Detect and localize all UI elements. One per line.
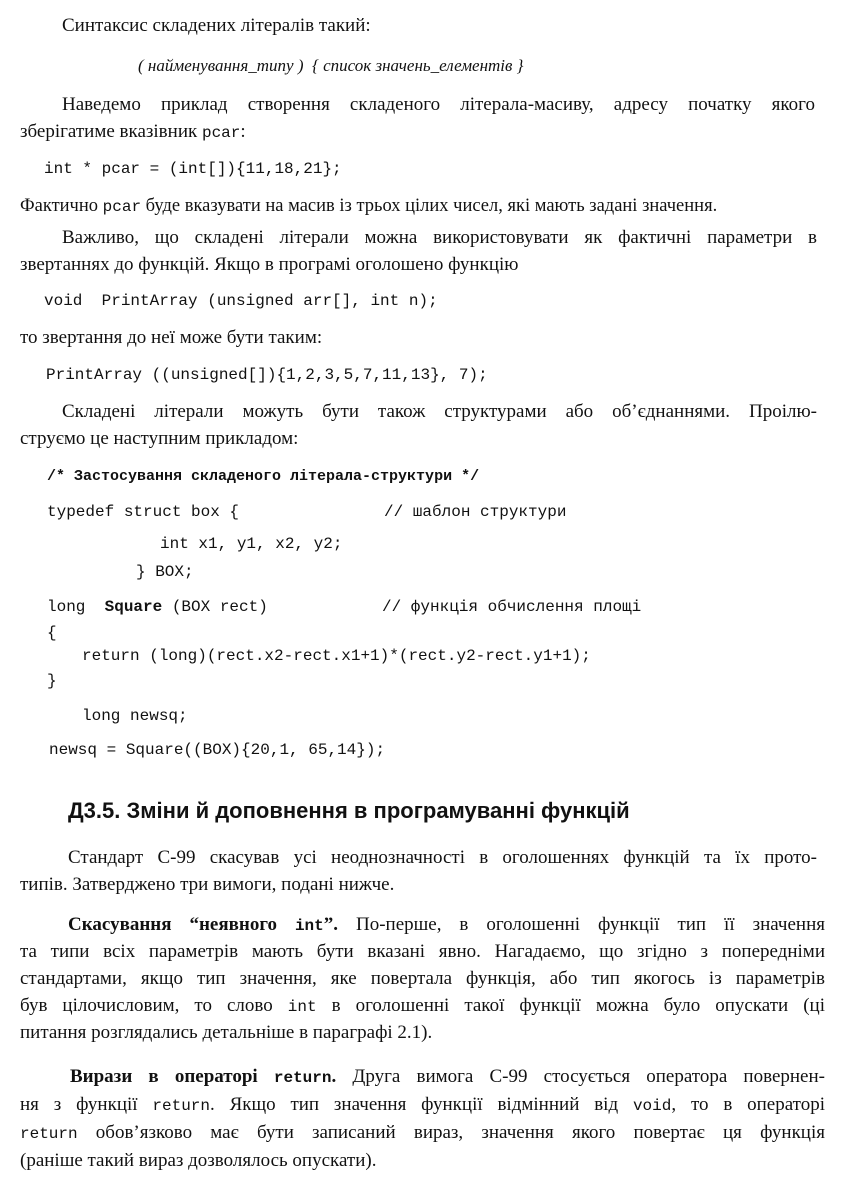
code-long-keyword: long: [47, 598, 105, 616]
p6-line2: типів. Затверджено три вимоги, подані нижче.: [20, 874, 395, 895]
p2-text-b: буде вказувати на масив із трьох цілих чисел, які мають задані значення.: [141, 196, 718, 216]
p7-inline-code-int: int: [287, 998, 317, 1016]
p8-inline-code-return: return: [152, 1097, 210, 1115]
code-square-comment: // функція обчислення площі: [382, 598, 642, 616]
code-square-decl: [47, 596, 268, 618]
syntax-close-paren: ): [293, 56, 304, 75]
code-printarray-call: PrintArray ((unsigned[]){1,2,3,5,7,11,13}, 7);: [46, 366, 488, 384]
p3-line2: звертаннях до функцій. Якщо в програмі оголошено функцію: [20, 254, 519, 275]
p7-line3: стандартами, якщо тип значення, яке повертала функція, або тип якогось із параметрів: [20, 968, 825, 989]
p7-line2: та типи всіх параметрів мають бути вказані явно. Нагадаємо, що згідно з попередніми: [20, 941, 825, 962]
section-heading: Д3.5. Зміни й доповнення в програмуванні функцій: [68, 798, 630, 823]
p8-line2: ня з функції return. Якщо тип значення функції відмінний від void, то в операторі: [20, 1094, 826, 1115]
code-typedef-comment: // шаблон структури: [384, 503, 567, 521]
code-fields-line: int x1, y1, x2, y2;: [160, 535, 343, 553]
code-close-line: } BOX;: [136, 563, 194, 581]
code-printarray-decl: void PrintArray (unsigned arr[], int n);: [44, 292, 438, 310]
p7-line5: питання розглядались детальніше в параграфі 2.1).: [20, 1022, 433, 1043]
p6-line1: Стандарт С-99 скасував усі неоднозначності в оголошеннях функцій та їх прото-: [68, 847, 817, 868]
p5-line2: струємо це наступним прикладом:: [20, 428, 299, 449]
code-comment-line: /* Застосування складеного літерала-структури */: [47, 468, 480, 485]
code-pcar-decl: int * pcar = (int[]){11,18,21};: [44, 160, 342, 178]
syntax-open-paren: (: [138, 56, 148, 75]
p7-line1: [20, 913, 825, 938]
p7-title: Скасування “неявного int”.: [68, 914, 339, 935]
syntax-intro: Синтаксис складених літералів такий:: [62, 15, 371, 36]
p8-inline-code-void: void: [632, 1097, 672, 1115]
p8-line3: return обов’язково має бути записаний вираз, значення якого повертає ця функція: [20, 1122, 825, 1143]
p7-title-code-int: int: [294, 917, 324, 935]
p7-line1-rest: По-перше, в оголошенні функції тип її значення: [338, 914, 825, 935]
p2-text-a: Фактично: [20, 196, 103, 216]
p8-inline-code-return-2: return: [20, 1125, 78, 1143]
code-return-line: return (long)(rect.x2-rect.x1+1)*(rect.y2-rect.y1+1);: [82, 647, 591, 665]
p1-inline-code-pcar: pcar: [201, 124, 241, 142]
code-close-brace: }: [47, 672, 57, 690]
code-assign-line: newsq = Square((BOX){20,1, 65,14});: [49, 741, 386, 759]
p8-line1-rest: Друга вимога С-99 стосується оператора повернен-: [336, 1066, 825, 1087]
p3-line1: Важливо, що складені літерали можна використовувати як фактичні параметри в: [62, 227, 817, 248]
p1-line1: Наведемо приклад створення складеного літерала-масиву, адресу початку якого: [62, 94, 815, 115]
syntax-close-brace: }: [512, 56, 524, 75]
syntax-template: [138, 54, 523, 78]
p1-line2-end: :: [240, 121, 246, 142]
code-open-brace: {: [47, 624, 57, 642]
p2-inline-code-pcar: pcar: [102, 198, 142, 216]
p8-line4: (раніше такий вираз дозволялось опускати).: [20, 1150, 377, 1171]
p2-line: [20, 194, 717, 219]
syntax-type-name: найменування_типу: [147, 56, 294, 75]
code-decl-line: long newsq;: [82, 707, 188, 725]
code-square-name: Square: [104, 598, 163, 616]
code-typedef-line: typedef struct box {: [47, 503, 240, 521]
p5-line1: Складені літерали можуть бути також структурами або об’єднаннями. Проілю-: [62, 401, 817, 422]
p7-line4: був цілочисловим, то слово int в оголошенні такої функції можна було опускати (ці: [20, 995, 825, 1016]
syntax-open-brace: {: [312, 56, 324, 75]
syntax-values-list: список значень_елементів: [323, 56, 513, 75]
p8-title: Вирази в операторі return.: [70, 1066, 337, 1087]
p1-line2: [20, 120, 246, 145]
p1-line2-text: зберігатиме вказівник: [20, 121, 202, 142]
p8-line1: [20, 1065, 825, 1090]
p8-title-code-return: return: [273, 1069, 332, 1087]
p4-line: то звертання до неї може бути таким:: [20, 327, 323, 348]
code-square-params: (BOX rect): [162, 598, 268, 616]
